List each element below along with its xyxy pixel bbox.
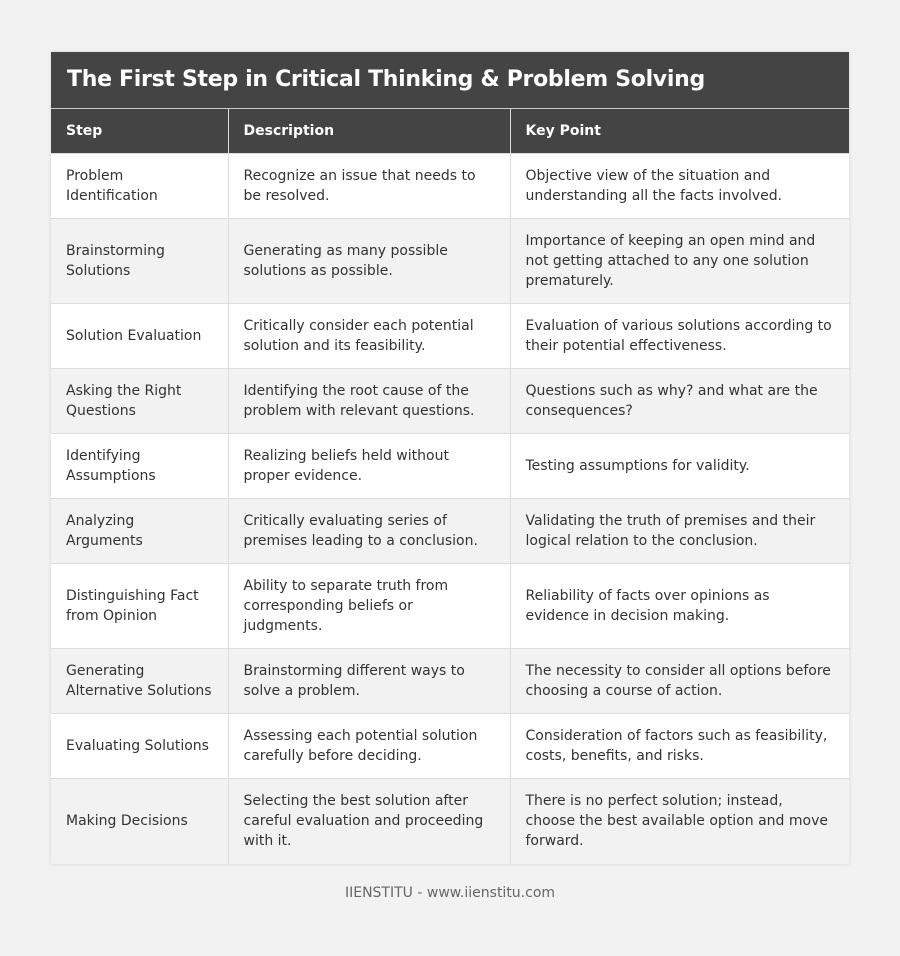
cell-description: Identifying the root cause of the problem with relevant questions. (228, 369, 510, 434)
cell-description: Critically consider each potential solution and its feasibility. (228, 304, 510, 369)
cell-step: Analyzing Arguments (51, 499, 228, 564)
steps-table (51, 109, 849, 864)
cell-step: Distinguishing Fact from Opinion (51, 564, 228, 649)
cell-key-point: Testing assumptions for validity. (510, 434, 849, 499)
cell-step: Identifying Assumptions (51, 434, 228, 499)
cell-key-point: Questions such as why? and what are the consequences? (510, 369, 849, 434)
header-row (51, 109, 849, 154)
cell-description: Realizing beliefs held without proper evidence. (228, 434, 510, 499)
header-step: Step (51, 109, 228, 154)
cell-step: Evaluating Solutions (51, 714, 228, 779)
cell-description: Critically evaluating series of premises leading to a conclusion. (228, 499, 510, 564)
cell-description: Generating as many possible solutions as possible. (228, 219, 510, 304)
footer-credit: IIENSTITU - www.iienstitu.com (344, 885, 556, 901)
cell-step: Problem Identification (51, 154, 228, 219)
cell-key-point: There is no perfect solution; instead, choose the best available option and move forward. (510, 779, 849, 864)
cell-step: Solution Evaluation (51, 304, 228, 369)
cell-key-point: Objective view of the situation and understanding all the facts involved. (510, 154, 849, 219)
cell-key-point: Reliability of facts over opinions as evidence in decision making. (510, 564, 849, 649)
header-description: Description (228, 109, 510, 154)
cell-step: Asking the Right Questions (51, 369, 228, 434)
cell-description: Selecting the best solution after careful evaluation and proceeding with it. (228, 779, 510, 864)
cell-key-point: Consideration of factors such as feasibility, costs, benefits, and risks. (510, 714, 849, 779)
cell-key-point: The necessity to consider all options before choosing a course of action. (510, 649, 849, 714)
cell-description: Ability to separate truth from corresponding beliefs or judgments. (228, 564, 510, 649)
cell-step: Generating Alternative Solutions (51, 649, 228, 714)
cell-description: Recognize an issue that needs to be resolved. (228, 154, 510, 219)
cell-description: Assessing each potential solution carefully before deciding. (228, 714, 510, 779)
table-row (51, 649, 849, 714)
table-row (51, 219, 849, 304)
table-row (51, 304, 849, 369)
header-key-point: Key Point (510, 109, 849, 154)
cell-step: Brainstorming Solutions (51, 219, 228, 304)
cell-step: Making Decisions (51, 779, 228, 864)
table-row (51, 564, 849, 649)
cell-description: Brainstorming different ways to solve a problem. (228, 649, 510, 714)
table-row (51, 714, 849, 779)
table-row (51, 779, 849, 864)
table-row (51, 434, 849, 499)
table-row (51, 154, 849, 219)
table-row (51, 369, 849, 434)
table-title: The First Step in Critical Thinking & Problem Solving (51, 52, 849, 109)
table-container (51, 52, 849, 864)
table-row (51, 499, 849, 564)
cell-key-point: Importance of keeping an open mind and not getting attached to any one solution prematurely. (510, 219, 849, 304)
cell-key-point: Evaluation of various solutions according to their potential effectiveness. (510, 304, 849, 369)
cell-key-point: Validating the truth of premises and their logical relation to the conclusion. (510, 499, 849, 564)
